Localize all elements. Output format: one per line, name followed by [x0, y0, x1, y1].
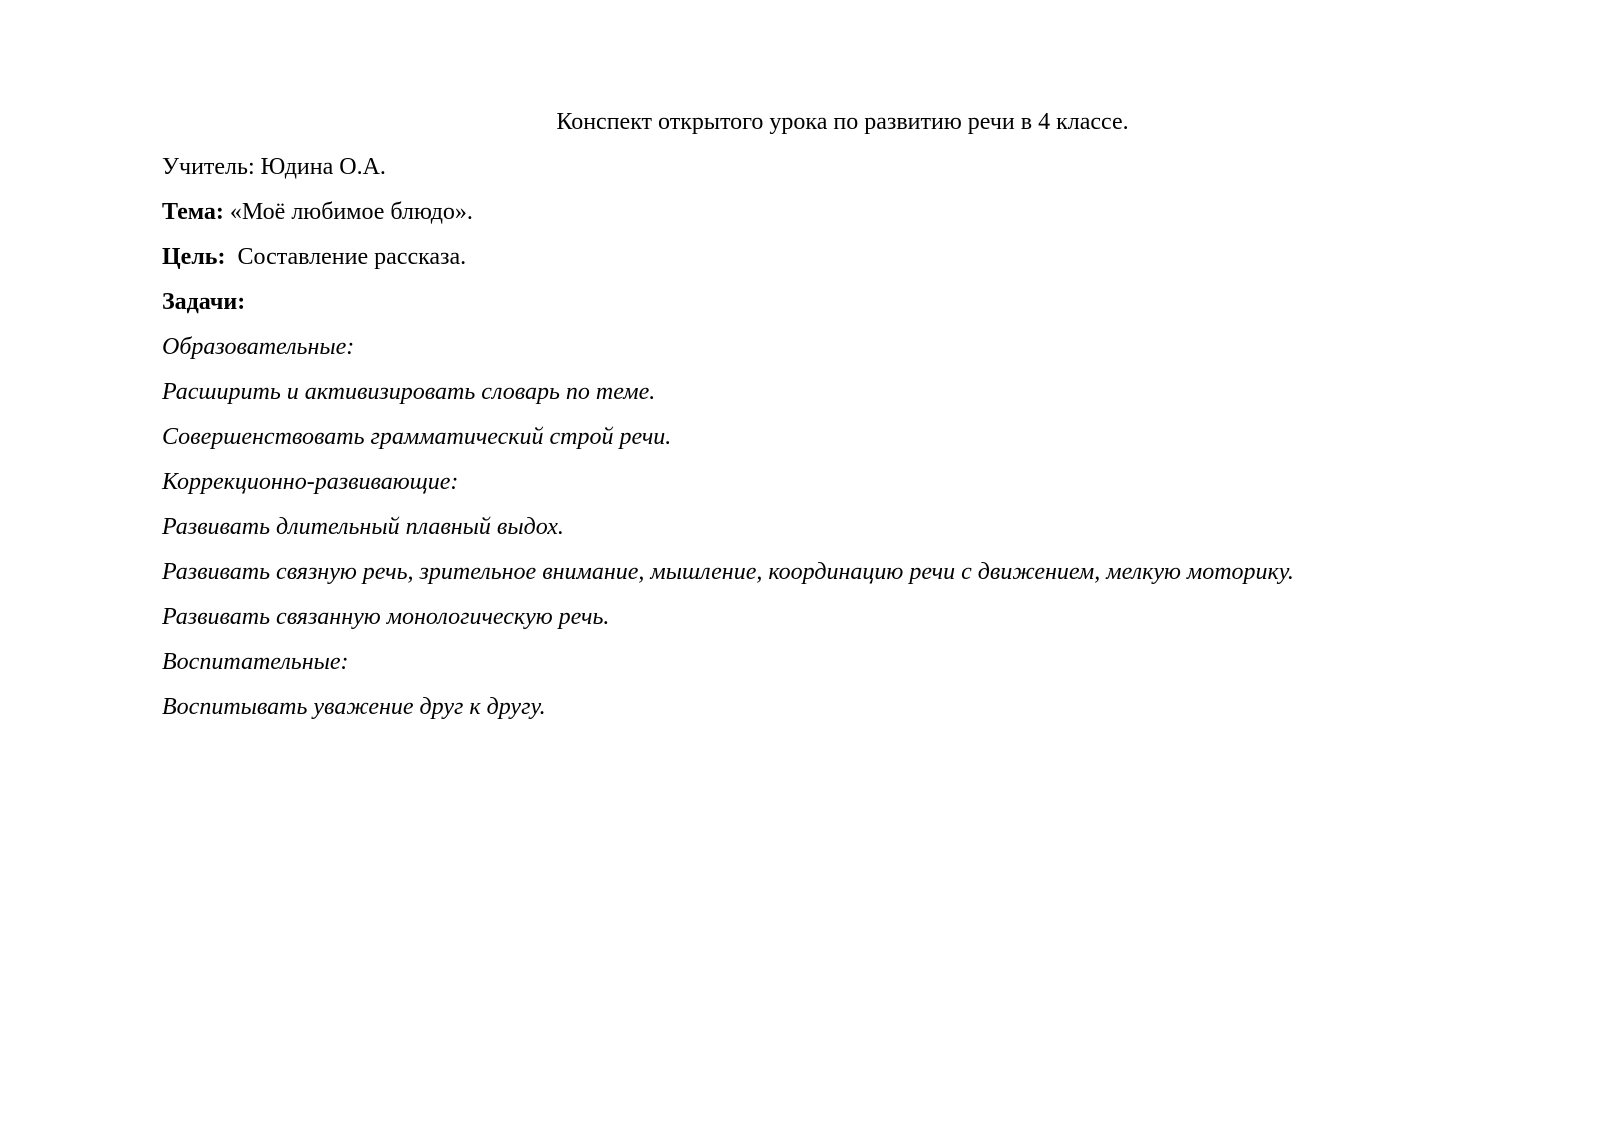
topic-value: «Моё любимое блюдо».: [223, 199, 473, 225]
tasks-heading: Задачи:: [162, 289, 246, 315]
goal-label: Цель:: [162, 244, 226, 270]
corrective-heading: Коррекционно-развивающие:: [162, 469, 459, 495]
upbringing-heading: Воспитательные:: [162, 649, 349, 675]
document-title: Конспект открытого урока по развитию речи в 4 классе.: [556, 109, 1129, 135]
teacher-line: Учитель: Юдина О.А.: [162, 154, 386, 180]
topic-line: [162, 197, 473, 227]
topic-label: Тема:: [162, 199, 224, 225]
goal-line: [162, 242, 466, 272]
upbringing-item: Воспитывать уважение друг к другу.: [162, 694, 546, 720]
corrective-item: Развивать длительный плавный выдох.: [162, 514, 564, 540]
educational-item: Совершенствовать грамматический строй речи.: [162, 424, 672, 450]
educational-item: Расширить и активизировать словарь по теме.: [162, 379, 656, 405]
educational-heading: Образовательные:: [162, 334, 355, 360]
goal-value: Составление рассказа.: [225, 244, 467, 270]
corrective-item: Развивать связную речь, зрительное внимание, мышление, координацию речи с движением, мелкую моторику.: [162, 559, 1294, 585]
corrective-item: Развивать связанную монологическую речь.: [162, 604, 610, 630]
